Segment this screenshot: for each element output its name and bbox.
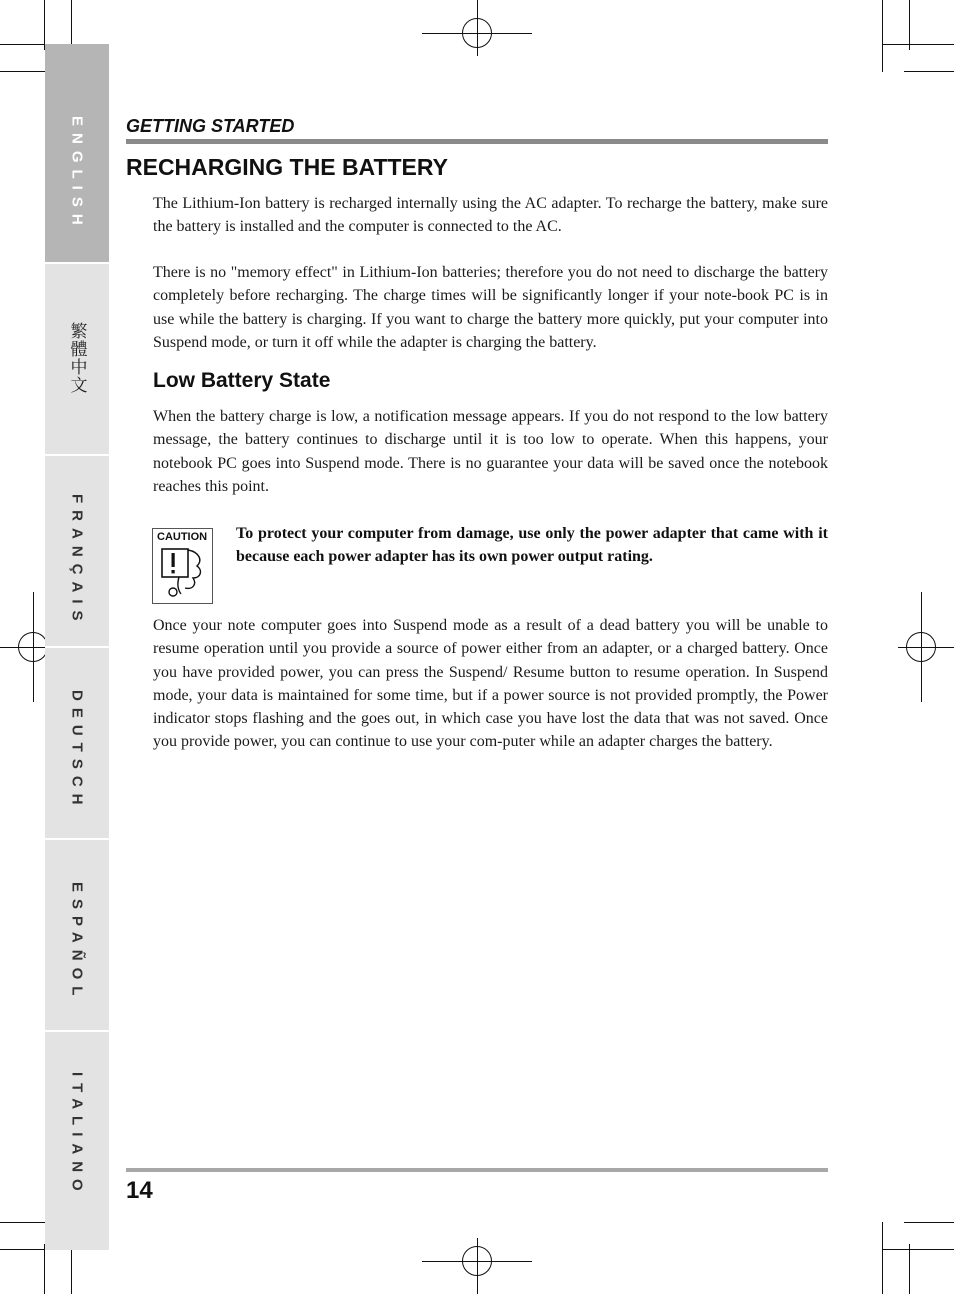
registration-circle xyxy=(906,632,936,662)
crop-mark xyxy=(909,1244,910,1294)
language-tab-label: ITALIANO xyxy=(68,1072,86,1198)
crop-mark xyxy=(882,1249,954,1250)
registration-circle xyxy=(18,632,48,662)
crop-mark xyxy=(882,0,883,72)
crop-mark xyxy=(904,1222,954,1223)
crop-mark xyxy=(909,0,910,50)
language-tab-label: DEUTSCH xyxy=(68,690,86,812)
body-paragraph: There is no "memory effect" in Lithium-Ion batteries; therefore you do not need to discharge the battery completely before recharging. The charge times will be significantly longer if your note-book PC is in use while the battery is charging. If you want to charge the battery more quickly, put your computer into Suspend mode, or turn it off while the adapter is charging the battery. xyxy=(153,264,828,351)
language-tab-italian[interactable] xyxy=(45,1032,109,1250)
caution-text: To protect your computer from damage, use only the power adapter that came with it because each power adapter has its own power output rating. xyxy=(236,525,828,566)
language-tab-label: 繁體中文 xyxy=(67,322,87,394)
crop-mark xyxy=(882,44,954,45)
crop-mark xyxy=(44,1244,45,1294)
crop-mark xyxy=(904,71,954,72)
language-tab-label: ENGLISH xyxy=(68,116,86,232)
language-tab-spanish[interactable] xyxy=(45,840,109,1032)
header-rule xyxy=(126,139,828,144)
language-tab-french[interactable] xyxy=(45,456,109,648)
footer-rule xyxy=(126,1168,828,1172)
crop-mark xyxy=(0,1222,50,1223)
crop-mark xyxy=(44,0,45,50)
language-tab-german[interactable] xyxy=(45,648,109,840)
body-paragraph: When the battery charge is low, a notification message appears. If you do not respond to the low battery message, the battery continues to discharge until it is too low to operate. When this happens, your notebook PC goes into Suspend mode. There is no guarantee your data will be saved once the notebook reaches this point. xyxy=(153,408,828,495)
page-title: RECHARGING THE BATTERY xyxy=(126,154,448,180)
language-tab-english[interactable] xyxy=(45,44,109,264)
language-tab-label: ESPAÑOL xyxy=(68,882,86,1003)
caution-hand-icon xyxy=(159,546,205,600)
subheading: Low Battery State xyxy=(153,369,331,392)
crop-mark xyxy=(0,71,50,72)
registration-circle xyxy=(462,18,492,48)
language-tab-label: FRANÇAIS xyxy=(68,494,86,628)
crop-mark xyxy=(882,1222,883,1294)
caution-box xyxy=(152,528,213,604)
section-header: GETTING STARTED xyxy=(126,116,295,136)
caution-label: CAUTION xyxy=(157,531,208,543)
page-number: 14 xyxy=(126,1177,153,1204)
language-sidebar xyxy=(45,44,109,1250)
language-tab-chinese[interactable] xyxy=(45,264,109,456)
registration-circle xyxy=(462,1246,492,1276)
body-paragraph: The Lithium-Ion battery is recharged internally using the AC adapter. To recharge the battery, make sure the battery is installed and the computer is connected to the AC. xyxy=(153,195,828,236)
body-paragraph: Once your note computer goes into Suspend mode as a result of a dead battery you will be unable to resume operation until you provide a source of power either from an adapter, or a charged battery. Once you have provided power, you can press the Suspend/ Resume button to resume operation. In Suspend mode, your data is maintained for some time, but if a power source is not provided promptly, the Power indicator stops flashing and the goes out, in which case you have lost the data that was not saved. Once you provide power, you can continue to use your com-puter while an adapter charges the battery. xyxy=(153,617,828,751)
